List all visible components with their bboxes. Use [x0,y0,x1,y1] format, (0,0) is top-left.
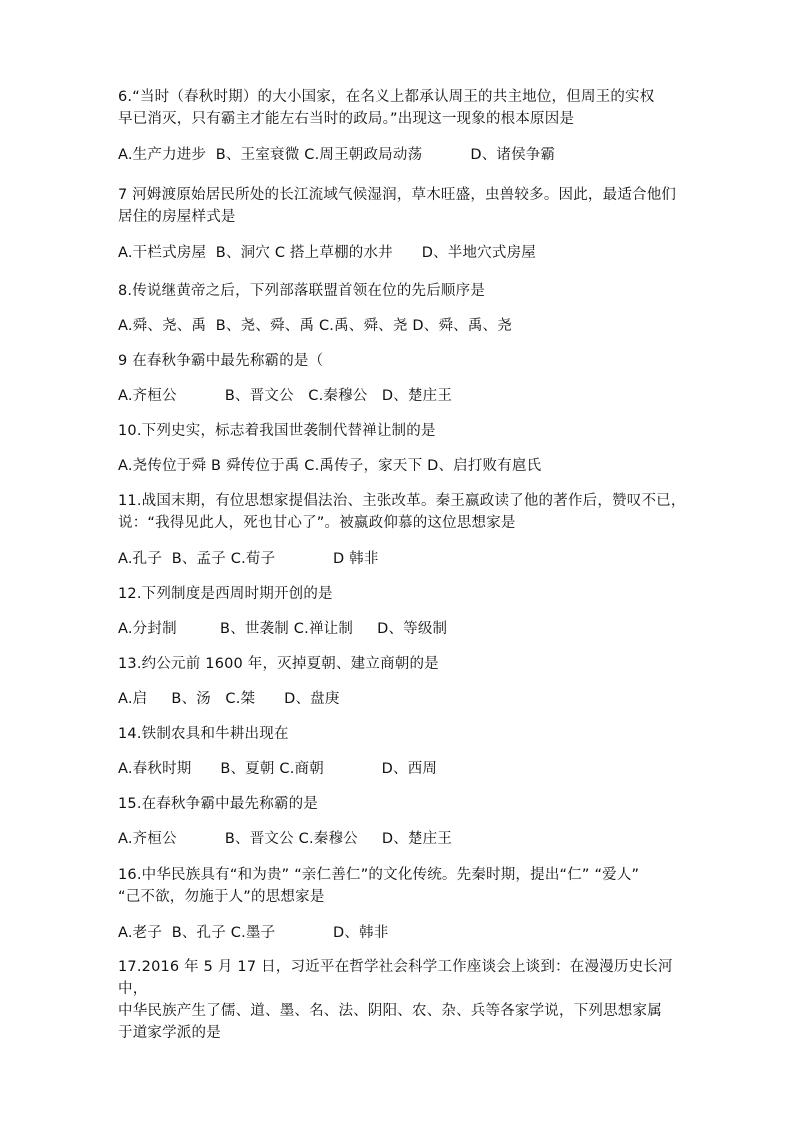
question-text: 6.“当时（春秋时期）的大小国家，在名义上都承认周王的共主地位，但周王的实权 早已消灭，只有霸主才能左右当时的政局。”出现这一现象的根本原因是 [118,89,655,127]
question-options: A.生产力进步 B、王室衰微 C.周王朝政局动荡 D、诸侯争霸 [118,147,556,163]
question-options: A.干栏式房屋 B、洞穴 C 搭上草棚的水井 D、半地穴式房屋 [118,245,536,261]
question-14 [118,723,698,780]
question-13 [118,653,698,710]
question-text: 16.中华民族具有“和为贵” “亲仁善仁”的文化传统。先秦时期，提出“仁” “爱人” “己不欲，勿施于人”的思想家是 [118,867,640,905]
question-text: 11.战国末期，有位思想家提倡法治、主张改革。秦王嬴政读了他的著作后，赞叹不已， 说：“我得见此人，死也甘心了”。被嬴政仰慕的这位思想家是 [118,493,686,531]
question-17 [118,956,698,1044]
question-options: A.分封制 B、世袭制 C.禅让制 D、等级制 [118,621,448,637]
question-options: A.老子 B、孔子 C.墨子 D、韩非 [118,925,389,941]
question-6 [118,86,698,166]
question-options: A.齐桓公 B、晋文公 C.秦穆公 D、楚庄王 [118,831,453,847]
question-12 [118,583,698,640]
question-15 [118,793,698,850]
question-text: 17.2016 年 5 月 17 日，习近平在哲学社会科学工作座谈会上谈到：在漫漫历史长河中， 中华民族产生了儒、道、墨、名、法、阴阳、农、杂、兵等各家学说，下列思想家属 于道家学派的是 [118,959,673,1041]
question-16 [118,864,698,944]
question-text: 7 河姆渡原始居民所处的长江流域气候湿润，草木旺盛，虫兽较多。因此，最适合他们 居住的房屋样式是 [118,187,677,225]
question-options: A.舜、尧、禹 B、尧、舜、禹 C.禹、舜、尧 D、舜、禹、尧 [118,318,512,334]
question-options: A.启 B、汤 C.桀 D、盘庚 [118,691,340,707]
question-9 [118,350,698,407]
question-text: 14.铁制农具和牛耕出现在 [118,726,289,742]
question-options: A.孔子 B、孟子 C.荀子 D 韩非 [118,551,379,567]
question-options: A.春秋时期 B、夏朝 C.商朝 D、西周 [118,761,438,777]
question-11 [118,490,698,570]
question-options: A.齐桓公 B、晋文公 C.秦穆公 D、楚庄王 [118,388,453,404]
question-text: 10.下列史实，标志着我国世袭制代替禅让制的是 [118,423,436,439]
question-text: 8.传说继黄帝之后，下列部落联盟首领在位的先后顺序是 [118,283,486,299]
question-8 [118,280,698,337]
question-options: A.尧传位于舜 B 舜传位于禹 C.禹传子，家天下 D、启打败有扈氏 [118,458,542,474]
question-text: 13.约公元前 1600 年，灭掉夏朝、建立商朝的是 [118,656,439,672]
question-text: 15.在春秋争霸中最先称霸的是 [118,796,319,812]
question-7 [118,184,698,264]
question-10 [118,420,698,477]
question-text: 12.下列制度是西周时期开创的是 [118,586,333,602]
question-text: 9 在春秋争霸中最先称霸的是（ [118,353,324,369]
